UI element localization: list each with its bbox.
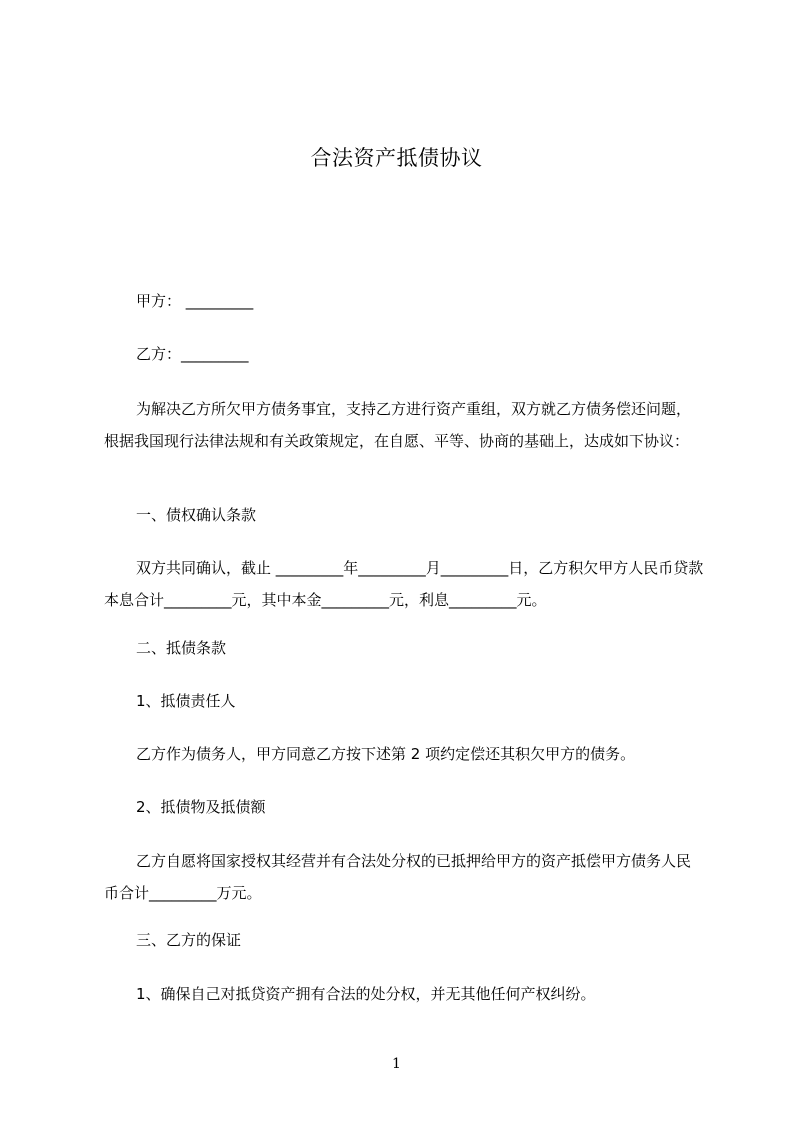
section-2-item-1-heading: 1、抵债责任人 — [136, 692, 236, 710]
section-2-item-2-heading: 2、抵债物及抵债额 — [136, 798, 266, 816]
section-3-heading: 三、乙方的保证 — [136, 931, 242, 949]
party-a-line: 甲方： _________ — [136, 292, 254, 310]
document-title: 合法资产抵债协议 — [310, 146, 483, 170]
page-number: 1 — [392, 1056, 401, 1072]
intro-paragraph: 为解决乙方所欠甲方债务事宜，支持乙方进行资产重组，双方就乙方债务偿还问题，根据我国现行法律法规和有关政策规定，在自愿、平等、协商的基础上，达成如下协议： — [104, 400, 692, 450]
section-3-item-1-paragraph: 1、确保自己对抵贷资产拥有合法的处分权，并无其他任何产权纠纷。 — [136, 985, 596, 1003]
section-2-item-1-paragraph: 乙方作为债务人，甲方同意乙方按下述第 2 项约定偿还其积欠甲方的债务。 — [136, 745, 636, 763]
party-b-line: 乙方：_________ — [136, 345, 249, 363]
section-1-heading: 一、债权确认条款 — [136, 506, 257, 524]
section-2-heading: 二、抵债条款 — [136, 639, 227, 657]
section-1-paragraph: 双方共同确认，截止 _________年_________月_________日，乙方积欠甲方人民币贷款本息合计_________元，其中本金_________元，利息_________元。 — [104, 559, 704, 609]
section-2-item-2-paragraph: 乙方自愿将国家授权其经营并有合法处分权的已抵押给甲方的资产抵偿甲方债务人民币合计_________万元。 — [104, 852, 692, 902]
